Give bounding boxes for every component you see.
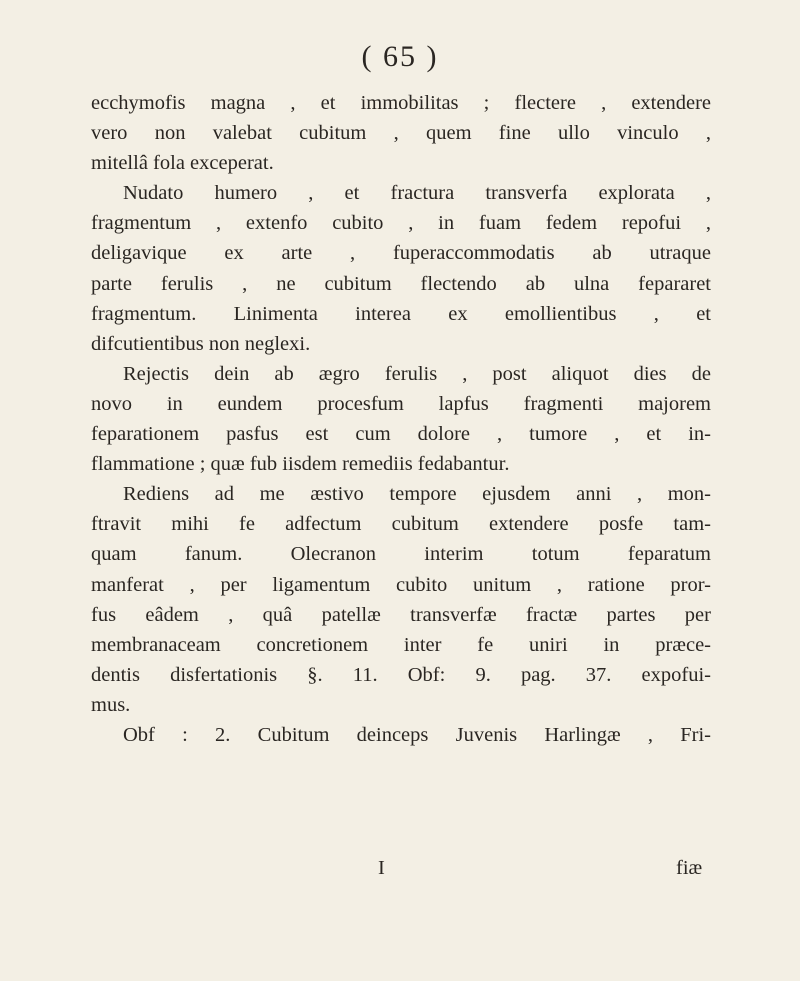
catchword: fiæ bbox=[676, 857, 703, 879]
text-line: manferat , per ligamentum cubito unitum , ratione pror- bbox=[91, 573, 711, 596]
text-line: Obf : 2. Cubitum deinceps Juvenis Harlingæ , Fri- bbox=[123, 723, 711, 746]
text-line: novo in eundem procesfum lapfus fragmenti majorem bbox=[91, 392, 711, 415]
text-line: Nudato humero , et fractura transverfa explorata , bbox=[123, 182, 711, 205]
page-number-header: ( 65 ) bbox=[361, 40, 439, 73]
text-line: difcutientibus non neglexi. bbox=[91, 332, 311, 355]
text-line: vero non valebat cubitum , quem fine ullo vinculo , bbox=[91, 122, 711, 145]
text-line: mitellâ fola exceperat. bbox=[91, 152, 274, 175]
text-line: ecchymofis magna , et immobilitas ; flectere , extendere bbox=[91, 92, 711, 114]
text-line: deligavique ex arte , fuperaccommodatis ab utraque bbox=[91, 242, 711, 265]
text-line: mus. bbox=[91, 693, 131, 716]
text-line: dentis disfertationis §. 11. Obf: 9. pag. 37. expofui- bbox=[91, 663, 711, 686]
text-line: parte ferulis , ne cubitum flectendo ab ulna fepararet bbox=[91, 272, 711, 295]
text-line: fus eâdem , quâ patellæ transverfæ fractæ partes per bbox=[91, 603, 711, 626]
body-text bbox=[91, 88, 711, 750]
text-line: flammatione ; quæ fub iisdem remediis fedabantur. bbox=[91, 453, 510, 476]
text-line: fragmentum. Linimenta interea ex emollientibus , et bbox=[91, 302, 711, 325]
signature-mark: I bbox=[378, 857, 385, 879]
text-line: quam fanum. Olecranon interim totum feparatum bbox=[91, 543, 711, 566]
text-line: feparationem pasfus est cum dolore , tumore , et in- bbox=[91, 423, 711, 446]
text-line: ftravit mihi fe adfectum cubitum extendere posfe tam- bbox=[91, 513, 711, 536]
text-line: fragmentum , extenfo cubito , in fuam fedem repofui , bbox=[91, 212, 711, 235]
page-footer bbox=[0, 857, 800, 887]
text-line: Rejectis dein ab ægro ferulis , post aliquot dies de bbox=[123, 362, 711, 385]
text-line: membranaceam concretionem inter fe uniri in præce- bbox=[91, 633, 711, 656]
text-line: Rediens ad me æstivo tempore ejusdem anni , mon- bbox=[123, 483, 711, 506]
